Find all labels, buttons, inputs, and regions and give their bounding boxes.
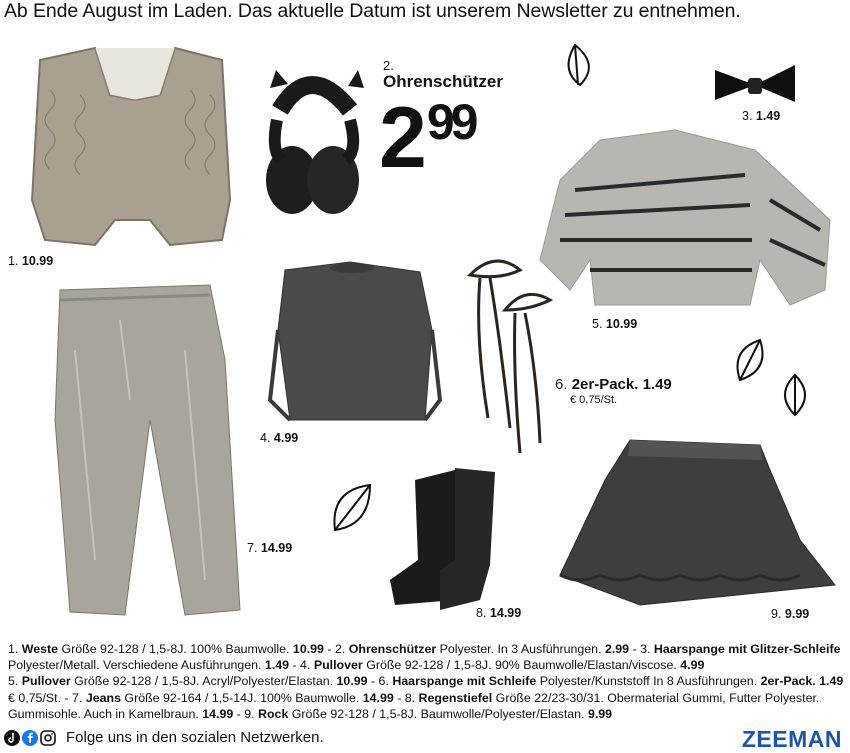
- leaf-icon-3: [785, 375, 805, 415]
- leaf-icon-1: [569, 45, 589, 85]
- rain-boots-image: [390, 468, 495, 610]
- striped-sweater-image: [540, 130, 830, 305]
- bow-image: [715, 65, 795, 102]
- item-num-2: 2.: [383, 58, 394, 73]
- item-block-2: [383, 58, 503, 92]
- leaf-icon-4: [334, 485, 370, 530]
- item-label-6: 6. 2er-Pack. 1.49: [555, 376, 672, 393]
- item-label-8: 8. 14.99: [476, 606, 522, 620]
- facebook-icon[interactable]: [22, 730, 38, 746]
- earmuffs-image: [266, 70, 364, 214]
- item-name-2: Ohrenschützer: [383, 72, 503, 91]
- tiktok-icon[interactable]: [4, 730, 20, 746]
- dark-pullover-image: [270, 262, 440, 420]
- item-label-3: 3. 1.49: [742, 109, 781, 123]
- item-unit-price-6: € 0,75/St.: [570, 394, 618, 406]
- leaf-icon-2: [738, 340, 763, 380]
- ribbon-clips-image: [470, 261, 550, 453]
- social-icons: [4, 730, 56, 746]
- item-label-7: 7. 14.99: [247, 541, 293, 555]
- item-label-4: 4. 4.99: [260, 431, 299, 445]
- item-block-6: [555, 376, 672, 406]
- jeans-image: [55, 285, 240, 615]
- skirt-image: [560, 440, 835, 605]
- vest-image: [32, 48, 230, 245]
- big-price-2: 2 99: [379, 90, 475, 186]
- social-text: Folge uns in den sozialen Netzwerken.: [66, 729, 324, 746]
- item-label-5: 5. 10.99: [592, 317, 638, 331]
- instagram-icon[interactable]: [40, 730, 56, 746]
- item-label-1: 1. 10.99: [8, 254, 54, 268]
- zeeman-logo[interactable]: ZEEMAN: [741, 726, 842, 752]
- item-label-9: 9. 9.99: [771, 607, 810, 621]
- header-text: Ab Ende August im Laden. Das aktuelle Datum ist unserem Newsletter zu entnehmen.: [4, 0, 741, 22]
- social-footer: [4, 729, 324, 746]
- product-description: 1. Weste Größe 92-128 / 1,5-8J. 100% Baumwolle. 10.99 - 2. Ohrenschützer Polyester. In 3 Ausführungen. 2.99 - 3. Haarspange mit Glitzer-Schleife Polyester/Metall. Verschiedene Ausführungen. 1.49 - 4. Pullover Größe 92-128 / 1,5-8J. 90% Baumwolle/Elastan/viscose. 4.99 5. Pullover Größe 92-128 / 1,5-8J. Acryl/Polyester/Elastan. 10.99 - 6. Haarspange mit Schleife Polyester/Kunststoff In 8 Ausführungen. 2er-Pack. 1.49 € 0,75/St. - 7. Jeans Größe 92-164 / 1,5-14J. 100% Baumwolle. 14.99 - 8. Regenstiefel Größe 22/23-30/31. Obermaterial Gummi, Futter Polyester. Gummisohle. Auch in Kamelbraun. 14.99 - 9. Rock Größe 92-128 / 1,5-8J. Baumwolle/Polyester/Elastan. 9.99: [8, 642, 844, 721]
